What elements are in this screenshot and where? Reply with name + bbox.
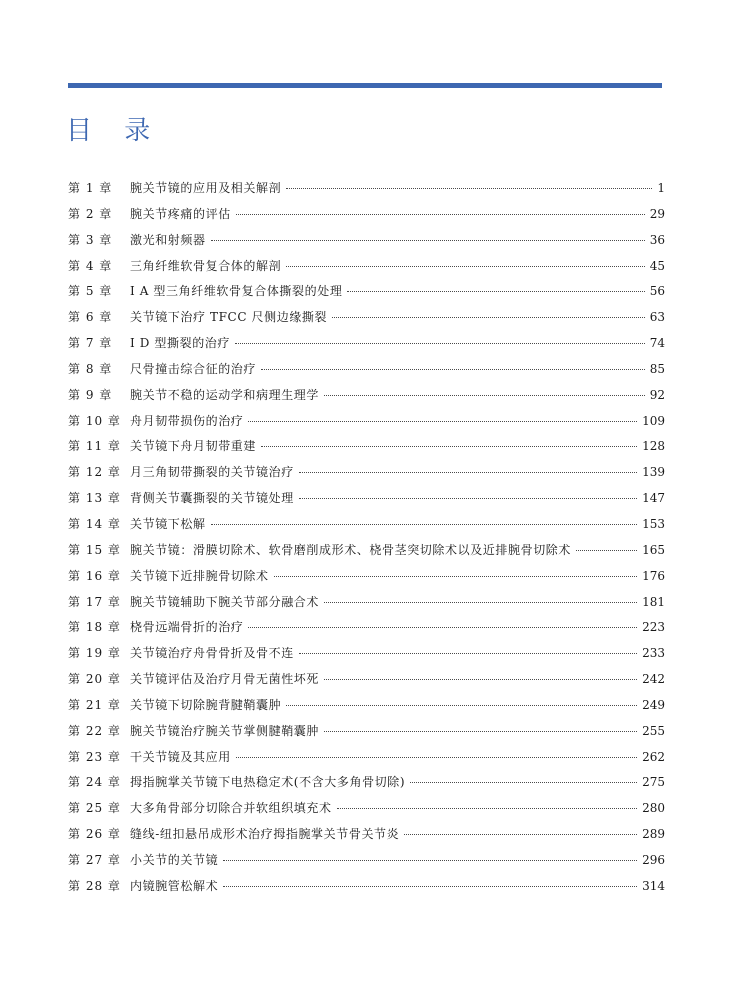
page-number[interactable]: 128	[642, 439, 665, 454]
chapter-title[interactable]: 内镜腕管松解术	[130, 878, 219, 893]
page-number[interactable]: 242	[642, 672, 665, 687]
dot-leader	[248, 626, 637, 628]
toc-entry[interactable]	[68, 331, 665, 357]
header-rule	[68, 83, 662, 88]
dot-leader	[223, 859, 637, 861]
chapter-number: 第 3 章	[68, 232, 113, 247]
page-number[interactable]: 296	[642, 852, 665, 867]
chapter-title[interactable]: 关节镜评估及治疗月骨无菌性坏死	[130, 672, 320, 687]
dot-leader	[324, 601, 637, 603]
page-number[interactable]: 36	[649, 232, 665, 247]
toc-entry[interactable]	[68, 512, 665, 538]
chapter-title[interactable]: 桡骨远端骨折的治疗	[130, 620, 244, 635]
toc-entry[interactable]	[68, 770, 665, 796]
chapter-number: 第 19 章	[68, 646, 121, 661]
chapter-number: 第 9 章	[68, 387, 113, 402]
toc-list	[68, 176, 665, 900]
chapter-number: 第 24 章	[68, 775, 121, 790]
chapter-number: 第 14 章	[68, 516, 121, 531]
chapter-number: 第 26 章	[68, 827, 121, 842]
dot-leader	[404, 833, 637, 835]
chapter-title[interactable]: 腕关节不稳的运动学和病理生理学	[130, 387, 320, 402]
toc-entry[interactable]	[68, 460, 665, 486]
chapter-number: 第 25 章	[68, 801, 121, 816]
toc-entry[interactable]	[68, 279, 665, 305]
chapter-number: 第 23 章	[68, 749, 121, 764]
toc-entry[interactable]	[68, 357, 665, 383]
chapter-number: 第 10 章	[68, 413, 121, 428]
dot-leader	[286, 265, 645, 267]
chapter-title[interactable]: 小关节的关节镜	[130, 852, 219, 867]
page-number[interactable]: 275	[642, 775, 665, 790]
toc-entry[interactable]	[68, 538, 665, 564]
page-number[interactable]: 153	[642, 516, 665, 531]
chapter-title[interactable]: 舟月韧带损伤的治疗	[130, 413, 244, 428]
toc-entry[interactable]	[68, 228, 665, 254]
chapter-title[interactable]: 激光和射频器	[130, 232, 206, 247]
dot-leader	[337, 807, 637, 809]
dot-leader	[332, 316, 645, 318]
page-number[interactable]: 56	[649, 284, 665, 299]
page-number[interactable]: 139	[642, 465, 665, 480]
chapter-number: 第 4 章	[68, 258, 113, 273]
dot-leader	[347, 290, 644, 292]
chapter-number: 第 27 章	[68, 852, 121, 867]
dot-leader	[576, 549, 637, 551]
chapter-number: 第 6 章	[68, 310, 113, 325]
page-number[interactable]: 262	[642, 749, 665, 764]
chapter-title[interactable]: 月三角韧带撕裂的关节镜治疗	[130, 465, 294, 480]
page-number[interactable]: 280	[642, 801, 665, 816]
chapter-title[interactable]: 腕关节镜的应用及相关解剖	[130, 181, 282, 195]
dot-leader	[274, 575, 637, 577]
page-number[interactable]: 74	[649, 336, 665, 351]
chapter-number: 第 11 章	[68, 439, 121, 454]
chapter-title[interactable]: Ⅰ A 型三角纤维软骨复合体撕裂的处理	[130, 284, 343, 299]
dot-leader	[324, 678, 637, 680]
page-number[interactable]: 223	[642, 620, 665, 635]
dot-leader	[324, 394, 645, 396]
page-number[interactable]: 1	[657, 181, 665, 195]
chapter-number: 第 28 章	[68, 878, 121, 893]
dot-leader	[299, 471, 637, 473]
page-number[interactable]: 63	[649, 310, 665, 325]
chapter-number: 第 21 章	[68, 697, 121, 712]
dot-leader	[299, 652, 637, 654]
page-number[interactable]: 85	[649, 361, 665, 376]
page-number[interactable]: 176	[642, 568, 665, 583]
dot-leader	[286, 704, 637, 706]
toc-heading: 目 录	[66, 116, 163, 146]
chapter-number: 第 18 章	[68, 620, 121, 635]
dot-leader	[248, 420, 637, 422]
dot-leader	[236, 213, 645, 215]
chapter-number: 第 12 章	[68, 465, 121, 480]
dot-leader	[223, 885, 637, 887]
chapter-title[interactable]: 大多角骨部分切除合并软组织填充术	[130, 801, 332, 816]
chapter-title[interactable]: 三角纤维软骨复合体的解剖	[130, 258, 282, 273]
page-number[interactable]: 109	[642, 413, 665, 428]
chapter-title[interactable]: 关节镜下舟月韧带重建	[130, 439, 257, 454]
toc-entry[interactable]	[68, 874, 665, 900]
dot-leader	[211, 523, 637, 525]
toc-entry[interactable]	[68, 564, 665, 590]
dot-leader	[286, 187, 652, 189]
chapter-title[interactable]: 干关节镜及其应用	[130, 749, 231, 764]
toc-entry[interactable]	[68, 202, 665, 228]
chapter-number: 第 8 章	[68, 361, 113, 376]
chapter-title[interactable]: 缝线-纽扣悬吊成形术治疗拇指腕掌关节骨关节炎	[130, 827, 400, 842]
chapter-number: 第 13 章	[68, 491, 121, 506]
toc-entry[interactable]	[68, 848, 665, 874]
dot-leader	[211, 239, 645, 241]
page-number[interactable]: 181	[642, 594, 665, 609]
chapter-title[interactable]: 腕关节疼痛的评估	[130, 206, 231, 221]
chapter-title[interactable]: Ⅰ D 型撕裂的治疗	[130, 336, 230, 351]
dot-leader	[236, 756, 637, 758]
chapter-title[interactable]: 腕关节镜治疗腕关节掌侧腱鞘囊肿	[130, 723, 320, 738]
dot-leader	[261, 368, 645, 370]
toc-entry[interactable]	[68, 434, 665, 460]
toc-entry[interactable]	[68, 176, 665, 202]
chapter-number: 第 20 章	[68, 672, 121, 687]
page-number[interactable]: 147	[642, 491, 665, 506]
toc-entry[interactable]	[68, 409, 665, 435]
chapter-number: 第 22 章	[68, 723, 121, 738]
dot-leader	[299, 497, 637, 499]
chapter-number: 第 15 章	[68, 542, 121, 557]
chapter-number: 第 5 章	[68, 284, 113, 299]
page-number[interactable]: 314	[642, 878, 665, 893]
toc-entry[interactable]	[68, 822, 665, 848]
chapter-title[interactable]: 关节镜下松解	[130, 516, 206, 531]
chapter-title[interactable]: 关节镜下近排腕骨切除术	[130, 568, 269, 583]
toc-entry[interactable]	[68, 383, 665, 409]
chapter-title[interactable]: 拇指腕掌关节镜下电热稳定术(不含大多角骨切除)	[130, 775, 406, 790]
toc-entry[interactable]	[68, 796, 665, 822]
chapter-title[interactable]: 背侧关节囊撕裂的关节镜处理	[130, 491, 294, 506]
chapter-number: 第 17 章	[68, 594, 121, 609]
chapter-title[interactable]: 关节镜下治疗 TFCC 尺侧边缘撕裂	[130, 310, 328, 325]
chapter-title[interactable]: 腕关节镜：滑膜切除术、软骨磨削成形术、桡骨茎突切除术以及近排腕骨切除术	[130, 542, 572, 557]
dot-leader	[324, 730, 637, 732]
toc-entry[interactable]	[68, 667, 665, 693]
toc-entry[interactable]	[68, 719, 665, 745]
chapter-title[interactable]: 关节镜治疗舟骨骨折及骨不连	[130, 646, 294, 661]
page-number[interactable]: 92	[649, 387, 665, 402]
page-number[interactable]: 165	[642, 542, 665, 557]
chapter-number: 第 7 章	[68, 336, 113, 351]
page-number[interactable]: 45	[649, 258, 665, 273]
chapter-number: 第 16 章	[68, 568, 121, 583]
dot-leader	[235, 342, 645, 344]
chapter-number: 第 1 章	[68, 181, 113, 195]
dot-leader	[410, 781, 637, 783]
dot-leader	[261, 445, 637, 447]
page-number[interactable]: 255	[642, 723, 665, 738]
chapter-title[interactable]: 尺骨撞击综合征的治疗	[130, 361, 257, 376]
toc-entry[interactable]	[68, 590, 665, 616]
toc-entry[interactable]	[68, 486, 665, 512]
toc-entry[interactable]	[68, 693, 665, 719]
chapter-title[interactable]: 关节镜下切除腕背腱鞘囊肿	[130, 697, 282, 712]
page-number[interactable]: 289	[642, 827, 665, 842]
chapter-number: 第 2 章	[68, 206, 113, 221]
page-number[interactable]: 249	[642, 697, 665, 712]
toc-entry[interactable]	[68, 641, 665, 667]
page-number[interactable]: 233	[642, 646, 665, 661]
toc-entry[interactable]	[68, 615, 665, 641]
page-number[interactable]: 29	[649, 206, 665, 221]
toc-entry[interactable]	[68, 305, 665, 331]
chapter-title[interactable]: 腕关节镜辅助下腕关节部分融合术	[130, 594, 320, 609]
toc-entry[interactable]	[68, 745, 665, 771]
toc-entry[interactable]	[68, 254, 665, 280]
